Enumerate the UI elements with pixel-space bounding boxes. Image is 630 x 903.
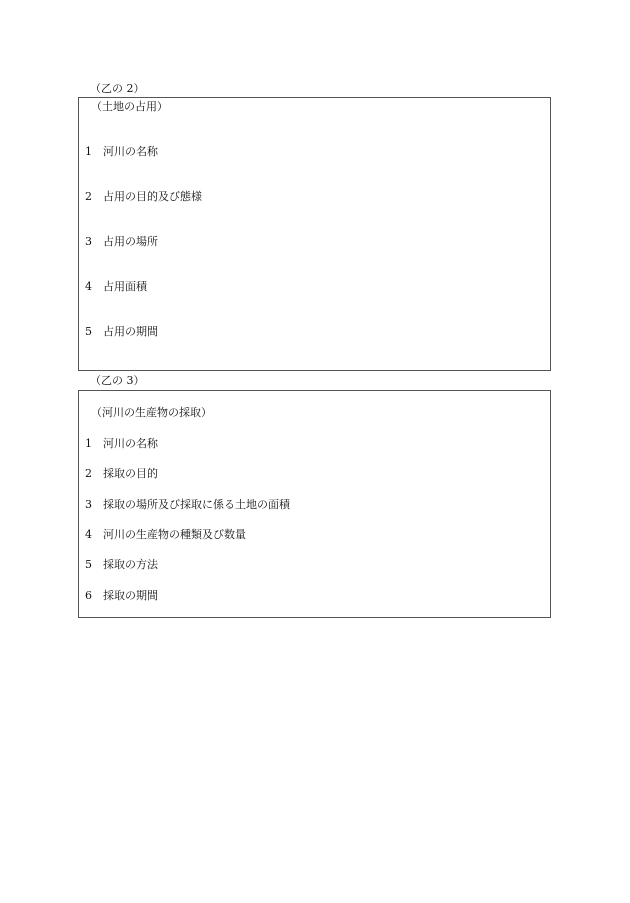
form2-label: （乙の 2） [90,82,145,95]
form2-item-2 [85,190,202,204]
item-number: 4 [85,280,92,293]
item-number: 1 [85,437,92,450]
form2-box [78,97,551,371]
item-number: 6 [85,589,92,602]
item-number: 4 [85,528,92,541]
form3-heading: （河川の生産物の採取） [91,406,212,419]
form3-item-2 [85,467,158,481]
item-text: 占用の期間 [103,325,158,338]
form3-item-5 [85,558,158,572]
item-number: 1 [85,145,92,158]
item-text: 採取の場所及び採取に係る土地の面積 [103,498,290,511]
item-text: 占用面積 [103,280,147,293]
form2-item-1 [85,145,158,159]
item-number: 5 [85,558,92,571]
form3-item-4 [85,528,246,542]
item-text: 河川の名称 [103,145,158,158]
form2-item-4 [85,280,147,294]
item-number: 2 [85,467,92,480]
form3-item-6 [85,589,158,603]
form3-box [78,390,551,618]
form2-item-5 [85,325,158,339]
form3-item-1 [85,437,158,451]
item-number: 5 [85,325,92,338]
item-number: 3 [85,235,92,248]
form2-item-3 [85,235,158,249]
item-text: 採取の方法 [103,558,158,571]
item-text: 占用の目的及び態様 [103,190,202,203]
item-text: 河川の生産物の種類及び数量 [103,528,246,541]
item-text: 河川の名称 [103,437,158,450]
form2-heading: （土地の占用） [91,100,168,113]
item-number: 2 [85,190,92,203]
item-text: 採取の期間 [103,589,158,602]
form3-label: （乙の 3） [90,374,145,387]
item-text: 採取の目的 [103,467,158,480]
item-number: 3 [85,498,92,511]
form3-item-3 [85,498,290,512]
item-text: 占用の場所 [103,235,158,248]
